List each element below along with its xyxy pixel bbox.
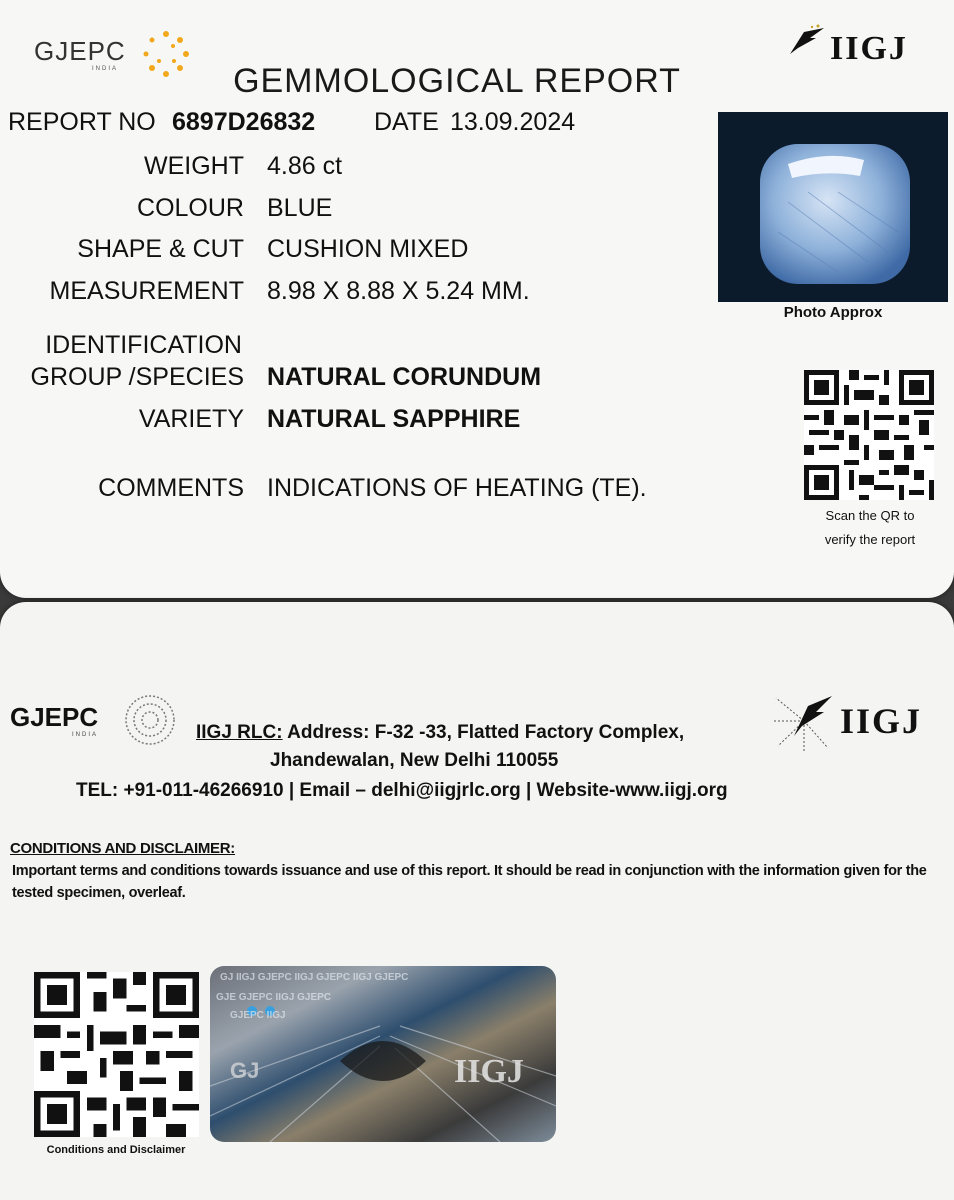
gjepc-sunburst-back-icon	[120, 690, 180, 750]
svg-text:GJ IIGJ GJEPC IIGJ GJEPC IIGJ: GJ IIGJ GJEPC IIGJ GJEPC IIGJ GJEPC	[220, 972, 409, 983]
variety-label: VARIETY	[138, 405, 244, 433]
report-no-label: REPORT NO	[8, 108, 156, 136]
gjepc-logo-text: GJEPC	[34, 36, 126, 66]
conditions-text: Important terms and conditions towards issuance and use of this report. It should be read in conjunction with the information given for the tested specimen, overleaf.	[12, 863, 927, 901]
gjepc-logo-subtext: INDIA	[92, 66, 119, 72]
date-value: 13.09.2024	[450, 108, 576, 136]
iigj-bird-back-icon	[772, 688, 836, 754]
shape-cut-label: SHAPE & CUT	[77, 235, 244, 263]
shape-cut-value: CUSHION MIXED	[267, 235, 469, 263]
group-species-value: NATURAL CORUNDUM	[267, 363, 542, 391]
gjepc-logo-back-text: GJEPC	[10, 702, 99, 732]
colour-value: BLUE	[267, 194, 333, 222]
conditions-qr-caption: Conditions and Disclaimer	[46, 1144, 186, 1156]
address-line1	[196, 722, 684, 744]
iigj-bird-icon	[788, 24, 826, 58]
hologram-security-seal	[210, 966, 556, 1142]
identification-label: IDENTIFICATION	[45, 331, 242, 359]
report-title: GEMMOLOGICAL REPORT	[233, 62, 681, 100]
weight-value: 4.86 ct	[267, 152, 343, 180]
report-back-card	[0, 602, 954, 1200]
verify-qr-code[interactable]	[804, 370, 934, 500]
address-label: IIGJ RLC:	[196, 722, 283, 743]
variety-value: NATURAL SAPPHIRE	[267, 405, 521, 433]
date-label: DATE	[374, 108, 439, 136]
weight-label: WEIGHT	[144, 152, 244, 180]
conditions-heading: CONDITIONS AND DISCLAIMER:	[10, 840, 235, 857]
svg-text:GJE GJEPC IIGJ GJEPC: GJE GJEPC IIGJ GJEPC	[216, 992, 332, 1003]
contact-line: TEL: +91-011-46266910 | Email – delhi@iigjrlc.org | Website-www.iigj.org	[76, 780, 728, 801]
gjepc-logo-back	[10, 702, 99, 738]
gemstone-photo	[718, 112, 948, 302]
svg-text:IIGJ: IIGJ	[454, 1053, 524, 1090]
qr-caption-line2: verify the report	[824, 532, 916, 547]
qr-caption-line1: Scan the QR to	[825, 508, 915, 523]
svg-text:GJEPC IIGJ: GJEPC IIGJ	[230, 1010, 286, 1021]
iigj-logo-back-text: IIGJ	[840, 701, 923, 741]
iigj-logo-text: IIGJ	[830, 30, 908, 67]
iigj-logo-back	[772, 688, 940, 758]
address-line2: Jhandewalan, New Delhi 110055	[270, 750, 559, 771]
measurement-value: 8.98 X 8.88 X 5.24 MM.	[267, 277, 530, 305]
iigj-logo	[788, 22, 928, 82]
address-text: Address: F-32 -33, Flatted Factory Complex,	[282, 722, 685, 743]
measurement-label: MEASUREMENT	[49, 277, 244, 305]
comments-value: INDICATIONS OF HEATING (TE).	[267, 474, 647, 502]
conditions-qr-code[interactable]	[34, 972, 199, 1137]
group-species-label: GROUP /SPECIES	[30, 363, 244, 391]
colour-label: COLOUR	[137, 194, 244, 222]
report-no-value: 6897D26832	[172, 108, 316, 136]
gjepc-logo-back-subtext: INDIA	[72, 732, 99, 738]
report-front-card	[0, 0, 954, 598]
svg-text:GJ: GJ	[230, 1058, 260, 1083]
photo-caption: Photo Approx	[783, 304, 883, 321]
comments-label: COMMENTS	[98, 474, 244, 502]
